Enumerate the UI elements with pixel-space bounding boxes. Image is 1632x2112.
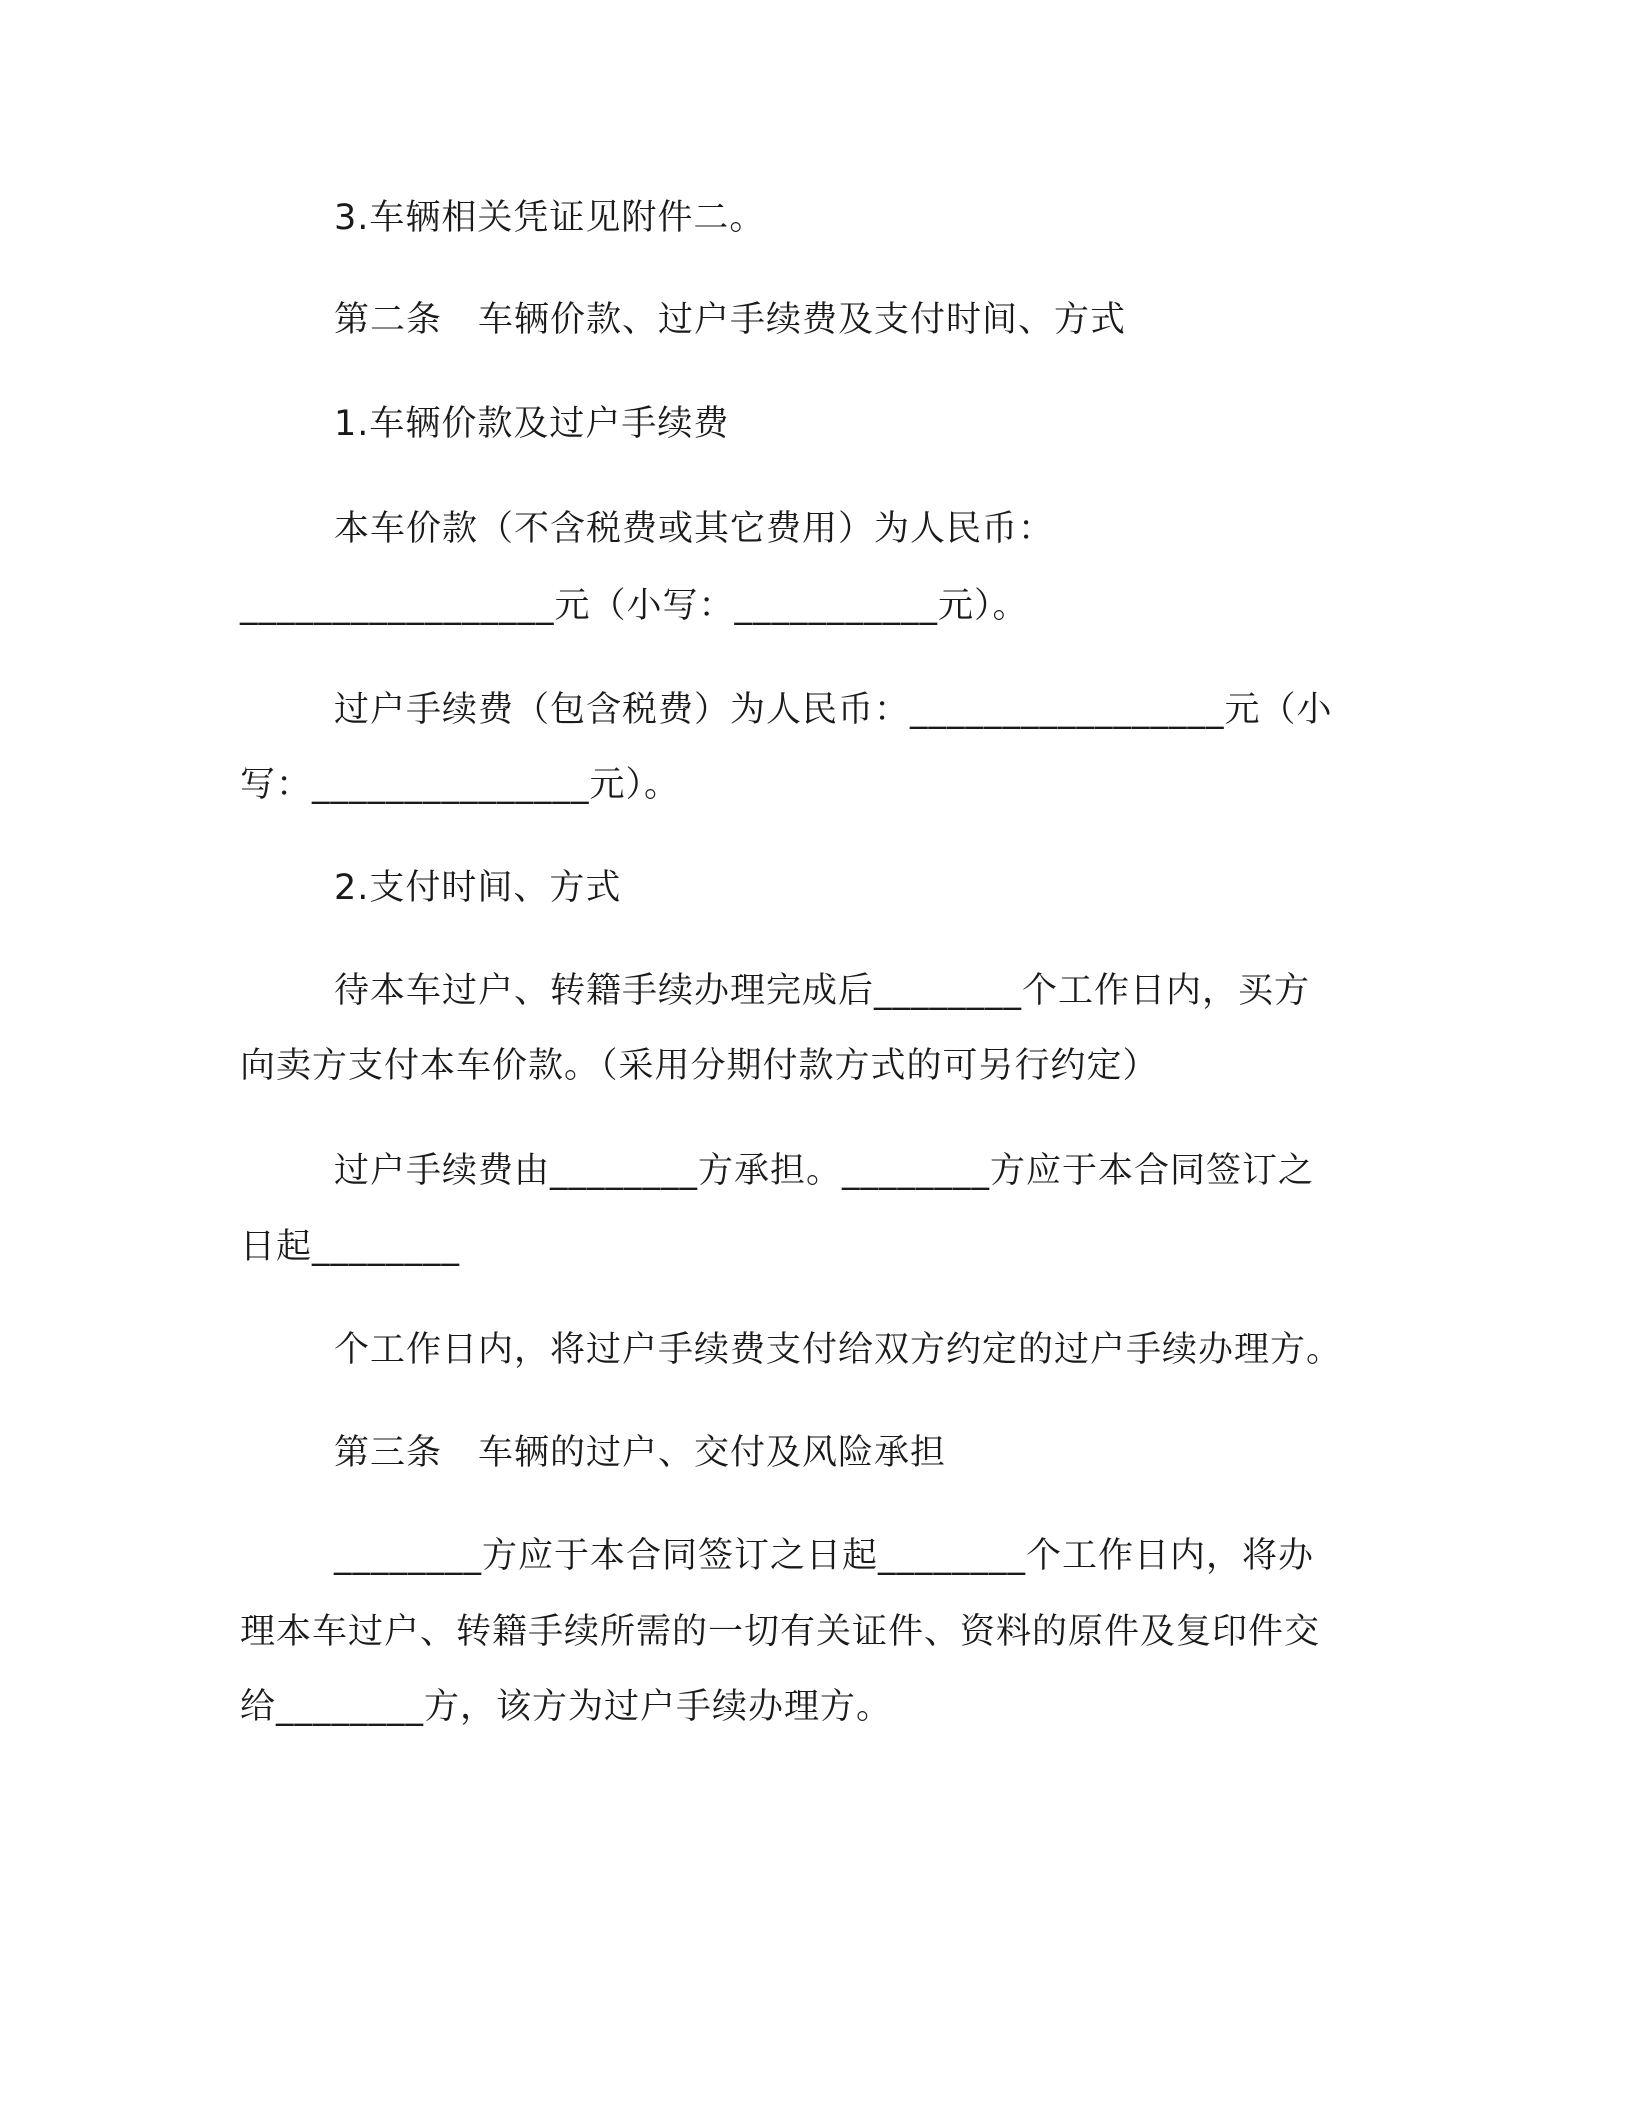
vehicle-price-text: 本车价款（不含税费或其它费用）为人民币： (334, 509, 1055, 549)
transfer-documents-text: ________方应于本合同签订之日起________个工作日内，将办 (334, 1536, 1315, 1576)
vehicle-price-amount-line: _________________元（小写：___________元）。 (240, 586, 1029, 626)
clause-item-3-vehicle-documents: 3.车辆相关凭证见附件二。 (334, 198, 766, 238)
transfer-fee-bearer-text-continued: 日起________ (240, 1227, 461, 1267)
transfer-fee-text: 过户手续费（包含税费）为人民币：_________________元（小 (334, 690, 1333, 730)
transfer-fee-payment-text: 个工作日内，将过户手续费支付给双方约定的过户手续办理方。 (334, 1330, 1343, 1370)
article-2-heading: 第二条 车辆价款、过户手续费及支付时间、方式 (334, 300, 1127, 340)
transfer-documents-text-end: 给________方，该方为过户手续办理方。 (240, 1687, 893, 1727)
article-3-heading: 第三条 车辆的过户、交付及风险承担 (334, 1433, 947, 1473)
payment-time-text: 待本车过户、转籍手续办理完成后________个工作日内，买方 (334, 971, 1311, 1011)
transfer-documents-text-continued: 理本车过户、转籍手续所需的一切有关证件、资料的原件及复印件交 (240, 1612, 1321, 1652)
transfer-fee-bearer-text: 过户手续费由________方承担。________方应于本合同签订之 (334, 1151, 1315, 1191)
payment-time-text-continued: 向卖方支付本车价款。（采用分期付款方式的可另行约定） (240, 1046, 1159, 1086)
subsection-1-heading: 1.车辆价款及过户手续费 (334, 404, 730, 444)
subsection-2-heading: 2.支付时间、方式 (334, 868, 622, 908)
transfer-fee-amount-line: 写：_______________元）。 (240, 765, 681, 805)
